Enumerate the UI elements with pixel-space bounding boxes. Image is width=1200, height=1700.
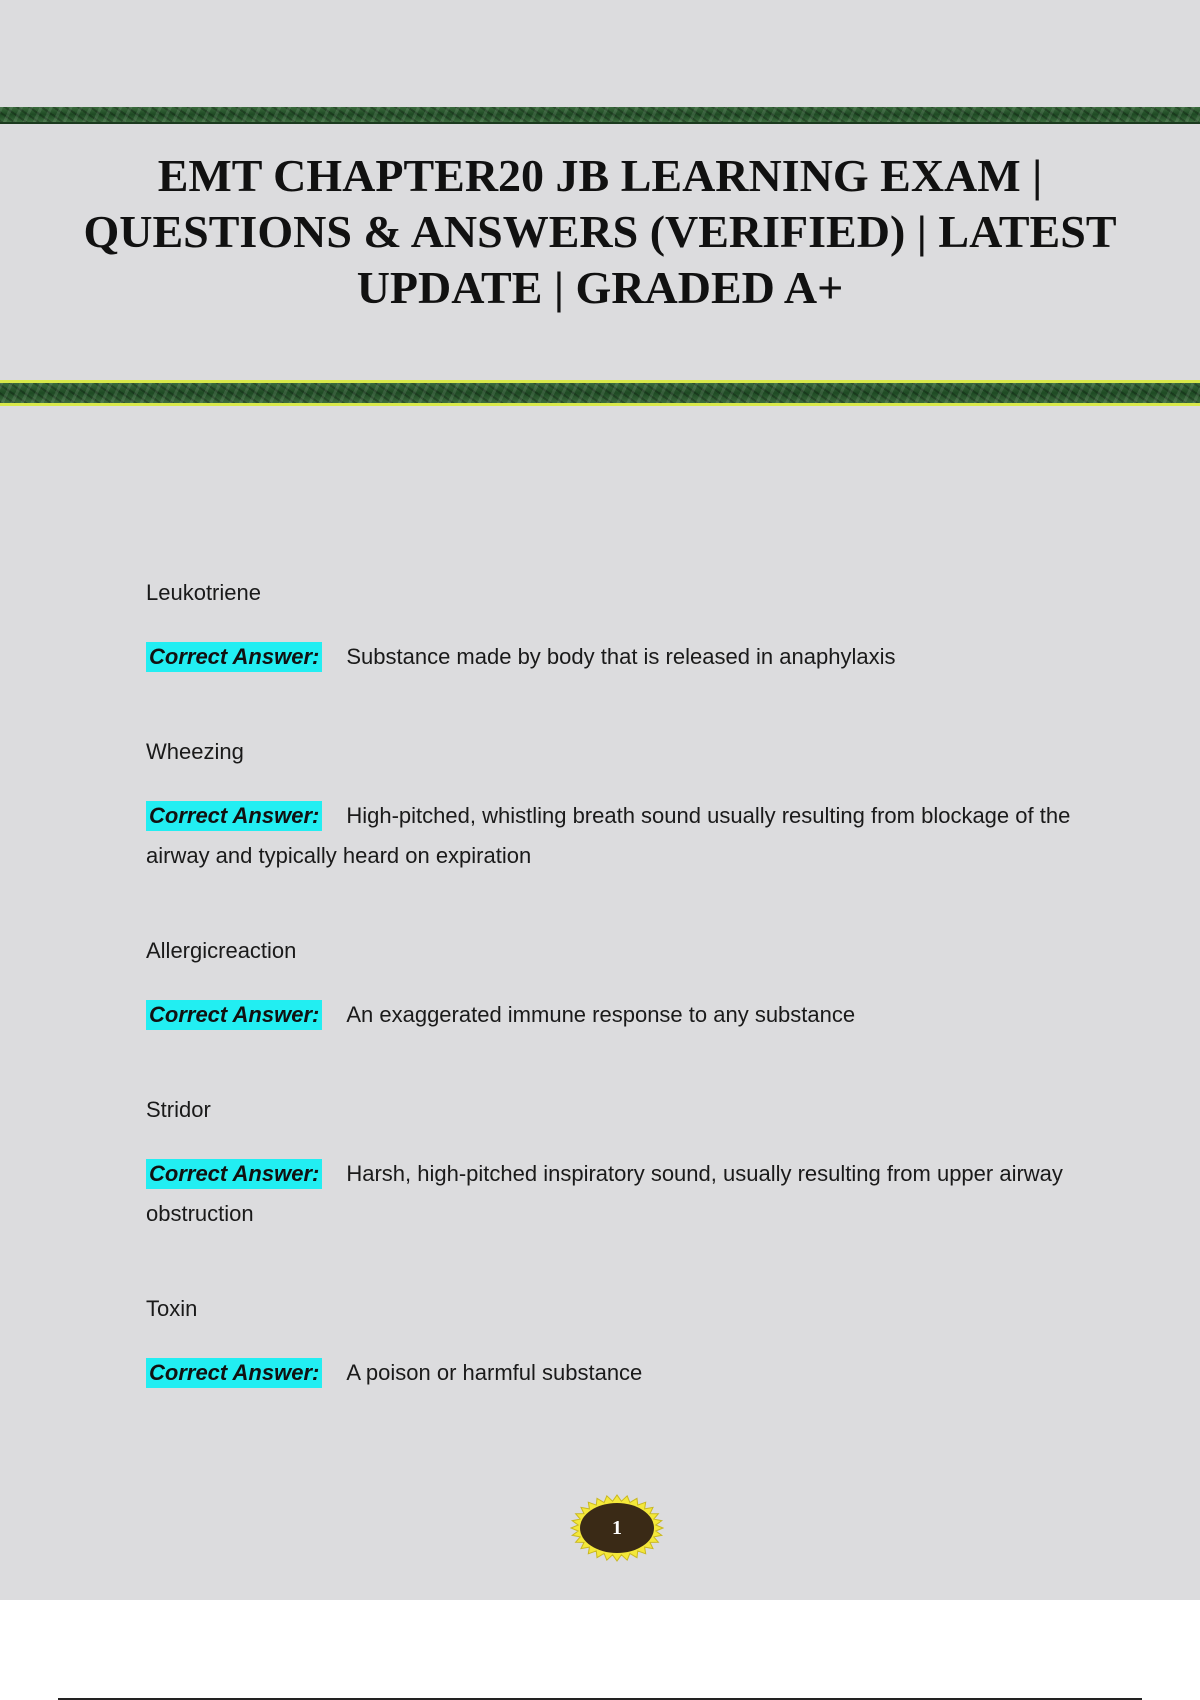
qa-item — [146, 1294, 1076, 1393]
page-number-badge — [570, 1494, 664, 1562]
qa-item — [146, 578, 1076, 677]
page-number: 1 — [612, 1517, 622, 1539]
answer-text: An exaggerated immune response to any substance — [346, 1002, 856, 1027]
page-title: EMT CHAPTER20 JB LEARNING EXAM | QUESTIONS & ANSWERS (VERIFIED) | LATEST UPDATE | GRADED A+ — [83, 150, 1117, 313]
qa-list — [146, 578, 1076, 1453]
answer-line — [146, 995, 1076, 1035]
qa-item — [146, 737, 1076, 876]
answer-text: High-pitched, whistling breath sound usually resulting from blockage of the airway and typically heard on expiration — [146, 803, 1071, 868]
answer-text: Substance made by body that is released in anaphylaxis — [346, 644, 896, 669]
question-term: Toxin — [146, 1296, 198, 1321]
correct-answer-label: Correct Answer: — [146, 1358, 322, 1388]
answer-line — [146, 1154, 1076, 1234]
qa-item — [146, 1095, 1076, 1234]
question-term: Wheezing — [146, 739, 244, 764]
correct-answer-label: Correct Answer: — [146, 1159, 322, 1189]
answer-text: A poison or harmful substance — [346, 1360, 643, 1385]
question-term: Stridor — [146, 1097, 211, 1122]
bottom-decorative-band — [0, 380, 1200, 406]
answer-text: Harsh, high-pitched inspiratory sound, usually resulting from upper airway obstruction — [146, 1161, 1063, 1226]
correct-answer-label: Correct Answer: — [146, 1000, 322, 1030]
question-term: Leukotriene — [146, 580, 261, 605]
correct-answer-label: Correct Answer: — [146, 801, 322, 831]
correct-answer-label: Correct Answer: — [146, 642, 322, 672]
top-decorative-band — [0, 107, 1200, 124]
answer-line — [146, 637, 1076, 677]
question-term: Allergicreaction — [146, 938, 297, 963]
answer-line — [146, 1353, 1076, 1393]
qa-item — [146, 936, 1076, 1035]
answer-line — [146, 796, 1076, 876]
